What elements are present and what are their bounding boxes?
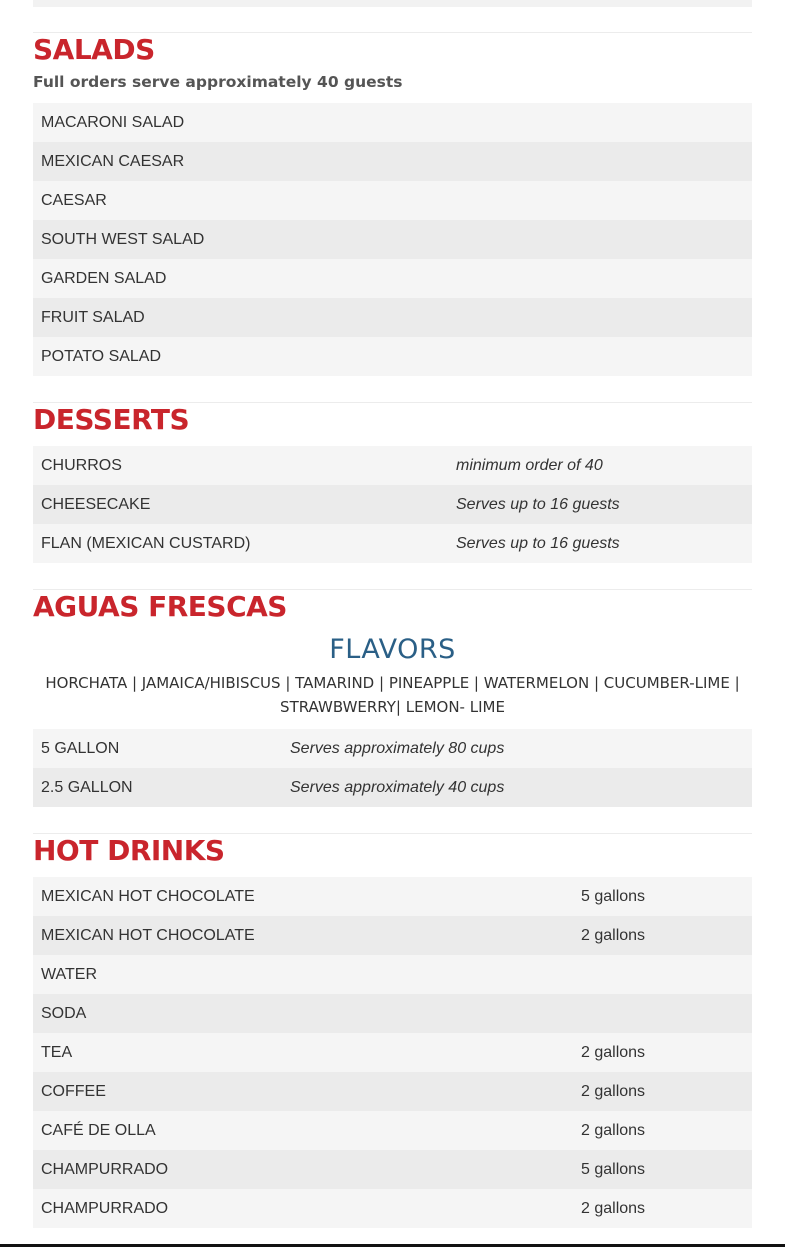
drink-size: 2 gallons	[573, 1189, 752, 1228]
drink-name: CHAMPURRADO	[33, 1150, 573, 1189]
hot-drinks-heading: HOT DRINKS	[33, 834, 225, 867]
table-row	[33, 994, 752, 1033]
salad-name: MEXICAN CAESAR	[33, 142, 752, 181]
table-row	[33, 142, 752, 181]
drink-name: CAFÉ DE OLLA	[33, 1111, 573, 1150]
desserts-table	[33, 446, 752, 563]
aguas-heading: AGUAS FRESCAS	[33, 590, 287, 623]
dessert-note: Serves up to 16 guests	[448, 524, 752, 563]
table-row	[33, 337, 752, 376]
dessert-name: CHEESECAKE	[33, 485, 448, 524]
drink-name: WATER	[33, 955, 573, 994]
table-row	[33, 1033, 752, 1072]
drink-size: 2 gallons	[573, 1033, 752, 1072]
drink-size: 2 gallons	[573, 1111, 752, 1150]
table-row	[33, 485, 752, 524]
table-row	[33, 181, 752, 220]
menu-content	[33, 0, 752, 1228]
flavors-list	[33, 671, 752, 719]
table-row	[33, 259, 752, 298]
drink-name: MEXICAN HOT CHOCOLATE	[33, 877, 573, 916]
salad-name: FRUIT SALAD	[33, 298, 752, 337]
salad-name: CAESAR	[33, 181, 752, 220]
aguas-table	[33, 729, 752, 807]
flavors-heading: FLAVORS	[329, 634, 456, 665]
flavors-line: STRAWBWERRY| LEMON- LIME	[280, 698, 505, 716]
drink-name: COFFEE	[33, 1072, 573, 1111]
desserts-heading: DESSERTS	[33, 403, 190, 436]
table-row	[33, 298, 752, 337]
dessert-name: FLAN (MEXICAN CUSTARD)	[33, 524, 448, 563]
drink-size	[573, 955, 752, 994]
drink-size	[573, 994, 752, 1033]
drink-size: 2 gallons	[573, 1072, 752, 1111]
table-row	[33, 955, 752, 994]
dessert-note: Serves up to 16 guests	[448, 485, 752, 524]
drink-size: 5 gallons	[573, 1150, 752, 1189]
table-row	[33, 916, 752, 955]
drink-name: TEA	[33, 1033, 573, 1072]
table-row	[33, 1111, 752, 1150]
drink-size: 5 gallons	[573, 877, 752, 916]
flavors-line: HORCHATA | JAMAICA/HIBISCUS | TAMARIND | PINEAPPLE | WATERMELON | CUCUMBER-LIME |	[45, 674, 740, 692]
salads-heading: SALADS	[33, 33, 155, 66]
dessert-note: minimum order of 40	[448, 446, 752, 485]
table-row	[33, 768, 752, 807]
table-row	[33, 1150, 752, 1189]
salad-name: SOUTH WEST SALAD	[33, 220, 752, 259]
table-row	[33, 877, 752, 916]
salads-subtitle: Full orders serve approximately 40 guests	[33, 73, 403, 91]
table-row	[33, 524, 752, 563]
aguas-size: 2.5 GALLON	[33, 768, 282, 807]
table-row	[33, 220, 752, 259]
drink-name: SODA	[33, 994, 573, 1033]
table-row	[33, 446, 752, 485]
drink-name: MEXICAN HOT CHOCOLATE	[33, 916, 573, 955]
salad-name: MACARONI SALAD	[33, 103, 752, 142]
aguas-note: Serves approximately 40 cups	[282, 768, 752, 807]
table-row	[33, 1189, 752, 1228]
aguas-size: 5 GALLON	[33, 729, 282, 768]
salad-name: POTATO SALAD	[33, 337, 752, 376]
aguas-note: Serves approximately 80 cups	[282, 729, 752, 768]
drink-size: 2 gallons	[573, 916, 752, 955]
hot-drinks-table	[33, 877, 752, 1228]
table-row	[33, 1072, 752, 1111]
salads-table	[33, 103, 752, 376]
table-row	[33, 729, 752, 768]
table-row	[33, 103, 752, 142]
salad-name: GARDEN SALAD	[33, 259, 752, 298]
dessert-name: CHURROS	[33, 446, 448, 485]
drink-name: CHAMPURRADO	[33, 1189, 573, 1228]
